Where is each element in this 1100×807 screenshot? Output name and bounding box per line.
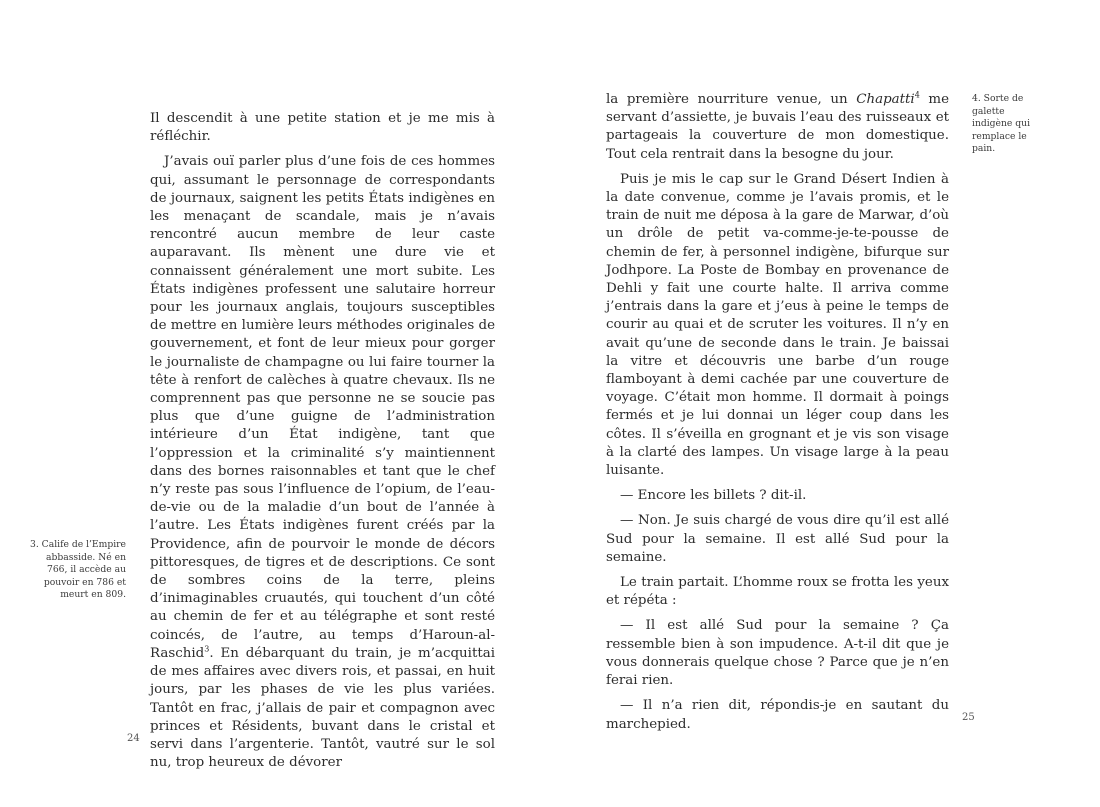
- paragraph-text: . En débarquant du train, je m’acquittai de mes affaires avec divers rois, et passai, en huit jours, par les phases de vie les plus variées. Tantôt en frac, j’allais de pair et compagnon avec princes et Résidents, buvant dans le cristal et servi dans l’argenterie. Tantôt, vautré sur le sol nu, trop heureux de dévorer: [150, 645, 495, 771]
- paragraph: Il descendit à une petite station et je me mis à réfléchir.: [150, 111, 495, 145]
- dialogue: — Encore les billets ? dit-il.: [620, 488, 807, 504]
- footnote-ref: 3: [204, 644, 210, 654]
- paragraph: Le train partait. L’homme roux se frotta les yeux et répéta :: [606, 575, 949, 609]
- right-page-text: [606, 91, 949, 741]
- dialogue: — Il est allé Sud pour la semaine ? Ça ressemble bien à son impudence. A-t-il dit que je vous donnerais quelque chose ? Parce que je n’en ferai rien.: [606, 618, 949, 689]
- paragraph-text: J’avais ouï parler plus d’une fois de ces hommes qui, assumant le personnage de correspondants de journaux, saignent les petits États indigènes en les menaçant de scandale, mais je n’avais rencontré aucun membre de leur caste auparavant. Ils mènent une dure vie et connaissent généralement une mort subite. Les États indigènes professent une salutaire horreur pour les journaux anglais, toujours susceptibles de mettre en lumière leurs méthodes originales de gouvernement, et font de leur mieux pour gorger le journaliste de champagne ou lui faire tourner la tête à renfort de calèches à quatre chevaux. Ils ne comprennent pas que personne ne se soucie pas plus que d’une guigne de l’administration intérieure d’un État indigène, tant que l’oppression et la criminalité s’y maintiennent dans des bornes raisonnables et tant que le chef n’y reste pas sous l’influence de l’opium, de l’eau-de-vie ou de la maladie d’un bout de l’année à l’autre. Les États indigènes furent créés par la Providence, afin de pourvoir le monde de décors pittoresques, de tigres et de descriptions. Ce sont de sombres coins de la terre, pleins d’inimaginables cruautés, qui touchent d’un côté au chemin de fer et au télégraphe et sont resté coincés, de l’autre, au temps d’Haroun-al-Raschid: [150, 154, 495, 661]
- italic-term: Chapatti: [856, 92, 915, 107]
- page-number-left: 24: [127, 733, 140, 744]
- margin-note-3: 3. Calife de l’Empire abbasside. Né en 766, il accède au pouvoir en 786 et meurt en 809.: [30, 539, 126, 601]
- dialogue: — Non. Je suis chargé de vous dire qu’il est allé Sud pour la semaine. Il est allé Sud pour la semaine.: [606, 513, 949, 565]
- paragraph: [150, 153, 495, 772]
- page-number-right: 25: [962, 712, 975, 723]
- left-page-text: [150, 110, 495, 779]
- paragraph-text: me servant d’assiette, je buvais l’eau des ruisseaux et partageais la couverture de mon domestique. Tout cela rentrait dans la besogne du jour.: [606, 92, 949, 162]
- paragraph: [606, 91, 949, 164]
- footnote-ref: 4: [914, 90, 920, 100]
- dialogue: — Il n’a rien dit, répondis-je en sautant du marchepied.: [606, 698, 949, 732]
- paragraph: Puis je mis le cap sur le Grand Désert Indien à la date convenue, comme je l’avais promis, et le train de nuit me déposa à la gare de Marwar, d’où un drôle de petit va-comme-je-te-pousse de chemin de fer, à personnel indigène, bifurque sur Jodhpore. La Poste de Bombay en provenance de Dehli y fait une courte halte. Il arriva comme j’entrais dans la gare et j’eus à peine le temps de courir au quai et de scruter les voitures. Il n’y en avait qu’une de seconde dans le train. Je baissai la vitre et découvris une barbe d’un rouge flamboyant à demi cachée par une couverture de voyage. C’était mon homme. Il dormait à poings fermés et je lui donnai un léger coup dans les côtes. Il s’éveilla en grognant et je vis son visage à la clarté des lampes. Un visage large à la peau luisante.: [606, 171, 949, 479]
- margin-note-4: 4. Sorte de galette indigène qui remplace le pain.: [972, 93, 1031, 155]
- paragraph-text: la première nourriture venue, un: [606, 92, 857, 107]
